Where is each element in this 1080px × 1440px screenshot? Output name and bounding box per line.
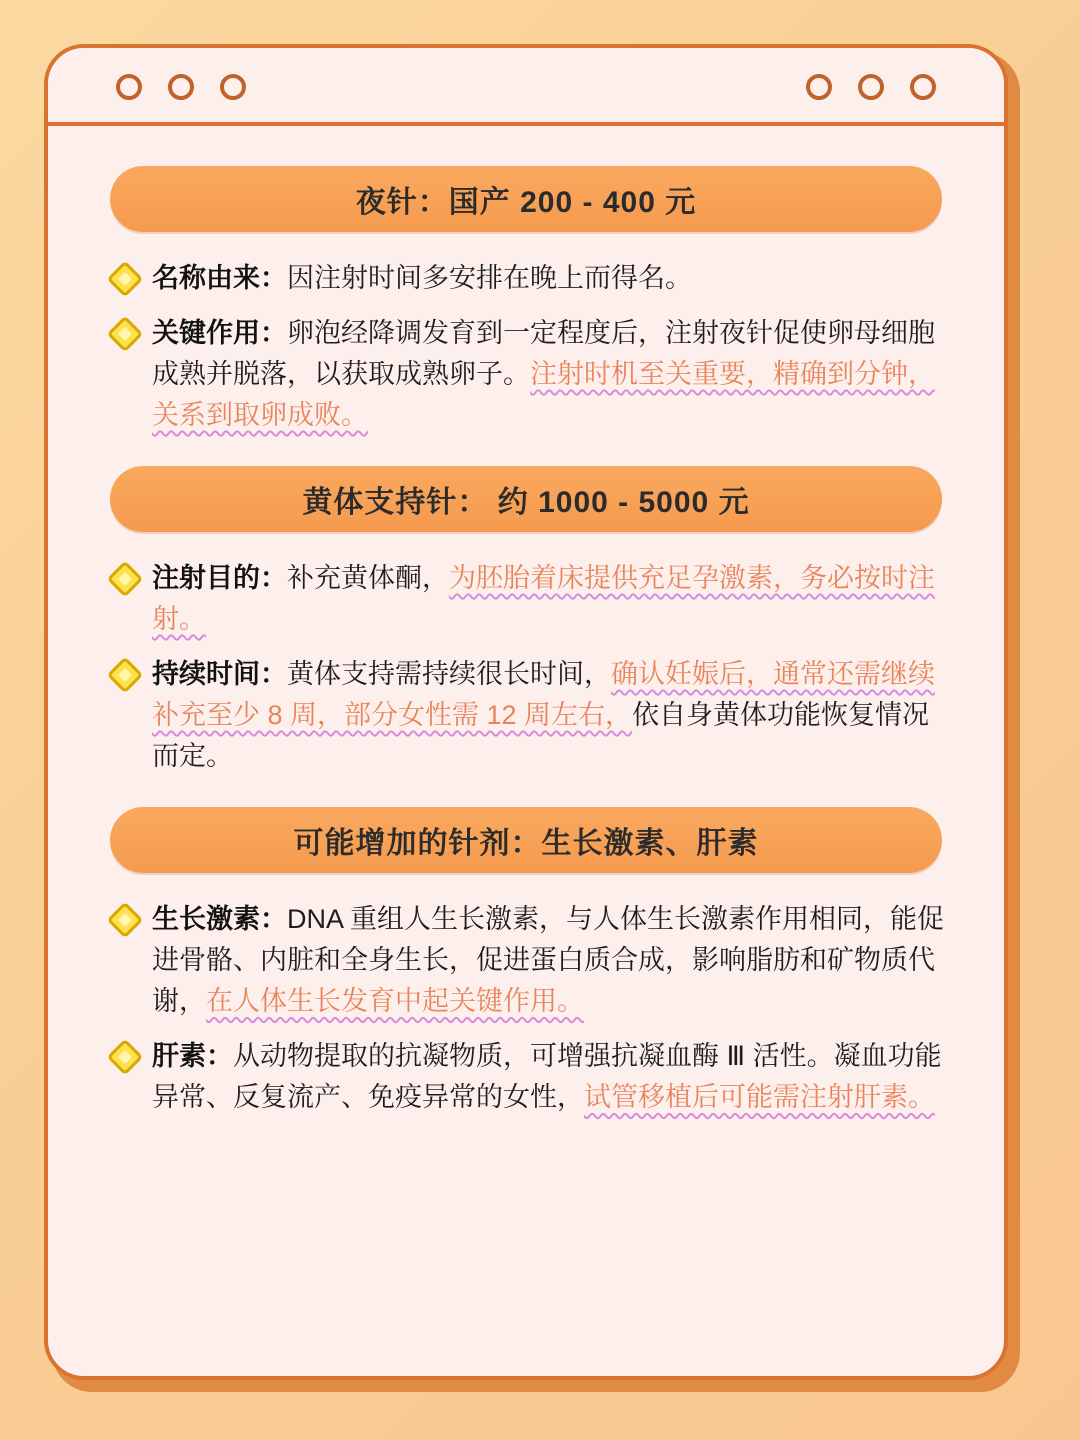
list-item-label: 关键作用： [152, 318, 287, 349]
section-title: 可能增加的针剂：生长激素、肝素 [293, 827, 759, 861]
diamond-bullet-icon [107, 316, 144, 353]
section-header-3 [110, 807, 942, 873]
list-item-body: 从动物提取的抗凝物质，可增强抗凝血酶 Ⅲ 活性。凝血功能异常、反复流产、免疫异常的女性， [152, 1041, 942, 1113]
list-item-body: DNA 重组人生长激素，与人体生长激素作用相同，能促进骨骼、内脏和全身生长，促进蛋白质合成，影响脂肪和矿物质代谢， [152, 904, 945, 1017]
diamond-bullet-icon [107, 902, 144, 939]
list-item [100, 899, 952, 1022]
list-item [100, 1036, 952, 1118]
section-title: 黄体支持针： 约 1000 - 5000 元 [302, 486, 750, 520]
bullet-list-2 [100, 558, 952, 777]
list-item-text [152, 558, 952, 640]
list-item [100, 258, 952, 299]
list-item-text [152, 258, 952, 299]
circle-icon [220, 74, 246, 100]
list-item-body: 补充黄体酮， [287, 563, 449, 594]
list-item-body: 因注射时间多安排在晚上而得名。 [287, 263, 692, 293]
list-item-highlight: 试管移植后可能需注射肝素。 [584, 1082, 935, 1113]
list-item-text [152, 899, 952, 1022]
list-item-label: 持续时间： [152, 659, 287, 690]
list-item-body-2: 依自身黄体功能恢复情况而定。 [152, 700, 930, 772]
diamond-bullet-icon [107, 1039, 144, 1076]
list-item-text [152, 1036, 952, 1118]
list-item [100, 654, 952, 777]
list-item-highlight: 在人体生长发育中起关键作用。 [206, 986, 584, 1017]
titlebar-dots-left [116, 74, 246, 100]
circle-icon [168, 74, 194, 100]
note-card [44, 44, 1008, 1380]
circle-icon [858, 74, 884, 100]
card-titlebar [48, 48, 1004, 126]
list-item-text [152, 654, 952, 777]
list-item-highlight: 注射时机至关重要，精确到分钟，关系到取卵成败。 [152, 359, 935, 431]
list-item [100, 313, 952, 436]
titlebar-dots-right [806, 74, 936, 100]
list-item-label: 注射目的： [152, 563, 287, 594]
circle-icon [910, 74, 936, 100]
circle-icon [806, 74, 832, 100]
list-item [100, 558, 952, 640]
list-item-body: 卵泡经降调发育到一定程度后，注射夜针促使卵母细胞成熟并脱落，以获取成熟卵子。 [152, 318, 935, 390]
list-item-highlight: 为胚胎着床提供充足孕激素，务必按时注射。 [152, 563, 935, 635]
section-title: 夜针：国产 200 - 400 元 [355, 186, 697, 219]
section-header-1 [110, 166, 942, 232]
list-item-label: 名称由来： [152, 263, 287, 293]
list-item-text [152, 313, 952, 436]
list-item-body: 黄体支持需持续很长时间， [287, 659, 611, 690]
diamond-bullet-icon [107, 561, 144, 598]
diamond-bullet-icon [107, 261, 144, 298]
bullet-list-3 [100, 899, 952, 1118]
section-header-2 [110, 466, 942, 532]
list-item-label: 生长激素： [152, 904, 287, 935]
card-content [48, 126, 1004, 1168]
diamond-bullet-icon [107, 657, 144, 694]
bullet-list-1 [100, 258, 952, 436]
list-item-label: 肝素： [152, 1041, 233, 1072]
list-item-highlight: 确认妊娠后，通常还需继续补充至少 8 周，部分女性需 12 周左右， [152, 659, 935, 731]
circle-icon [116, 74, 142, 100]
